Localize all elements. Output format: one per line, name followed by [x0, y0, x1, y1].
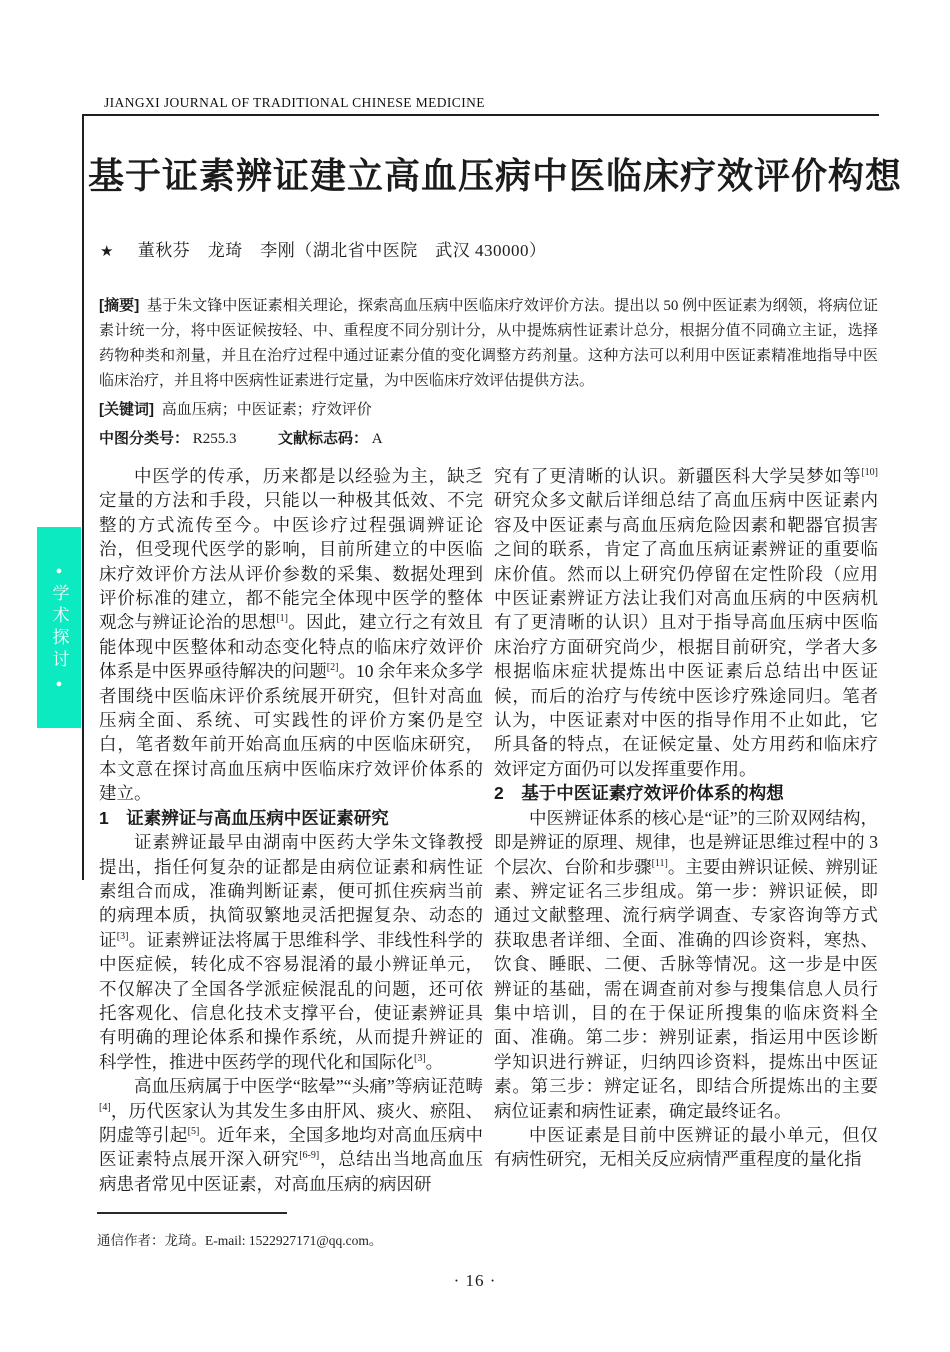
- reference-marker: [6-9]: [299, 1150, 320, 1162]
- page-number: · 16 ·: [453, 1271, 497, 1290]
- body-columns: [99, 464, 878, 1196]
- document-code-label: 文献标志码：: [278, 430, 369, 447]
- reference-marker: [3]: [116, 930, 129, 942]
- article-title: 基于证素辨证建立高血压病中医临床疗效评价构想: [88, 156, 903, 196]
- document-code-value: A: [371, 431, 383, 447]
- sidebar-dot-top-icon: ●: [55, 564, 63, 577]
- body-paragraph: 中医学的传承，历来都是以经验为主，缺乏定量的方法和手段，只能以一种极其低效、不完整的方式流传至今。中医诊疗过程强调辨证论治，但受现代医学的影响，目前所建立的中医临床疗效评价方法从评价参数的采集、数据处理到评价标准的建立，都不能完全体现中医学的整体观念与辨证论治的思想[1]。因此，建立行之有效且能体现中医整体和动态变化特点的临床疗效评价体系是中医界亟待解决的问题[2]。10 余年来众多学者围绕中医临床评价系统展开研究，但针对高血压病全面、系统、可实践性的评价方案仍是空白，笔者数年前开始高血压病的中医临床研究，本文意在探讨高血压病中医临床疗效评价体系的建立。: [99, 466, 484, 804]
- reference-marker: [1]: [276, 613, 288, 625]
- top-rule-divider: [82, 114, 879, 116]
- body-paragraph: 中医辨证体系的核心是“证”的三阶双网结构，即是辨证的原理、规律，也是辨证思维过程中的 3 个层次、台阶和步骤[11]。主要由辨识证候、辨别证素、辨定证名三步组成。第一步：辨识证候，即通过文献整理、流行病学调查、专家咨询等方式获取患者详细、全面、准确的四诊资料，寒热、饮食、睡眠、二便、舌脉等情况。这一步是中医辨证的基础，需在调查前对参与搜集信息人员行集中培训，目的在于保证所搜集的临床资料全面、准确。第二步：辨别证素，指运用中医诊断学知识进行辨证，归纳四诊资料，提炼出中医证素。第三步：辨定证名，即结合所提炼出的主要病位证素和病性证素，确定最终证名。: [494, 807, 879, 1121]
- reference-marker: [11]: [651, 857, 668, 869]
- footnote-rule-divider: [97, 1212, 287, 1214]
- author-names: 董秋芬 龙琦 李刚（湖北省中医院 武汉 430000）: [137, 241, 547, 260]
- column-right: [494, 464, 878, 1196]
- reference-marker: [3]: [414, 1052, 426, 1064]
- sidebar-dot-bottom-icon: ●: [55, 677, 63, 690]
- section-heading: 1 证素辨证与高血压病中医证素研究: [99, 807, 389, 828]
- keywords-line: [99, 397, 878, 423]
- clc-label: 中图分类号：: [99, 430, 190, 447]
- journal-name: JIANGXI JOURNAL OF TRADITIONAL CHINESE MEDICINE: [104, 95, 485, 110]
- body-paragraph: 高血压病属于中医学“眩晕”“头痛”等病证范畴[4]，历代医家认为其发生多由肝风、痰火、瘀阻、阴虚等引起[5]。近年来，全国多地均对高血压病中医证素特点展开深入研究[6-9]，总结出当地高血压病患者常见中医证素，对高血压病的病因研: [99, 1076, 484, 1194]
- reference-marker: [4]: [99, 1101, 111, 1113]
- abstract-paragraph: [99, 293, 878, 394]
- star-icon: ★: [100, 244, 114, 260]
- authors-line: [100, 236, 546, 261]
- abstract-text: 基于朱文锋中医证素相关理论，探索高血压病中医临床疗效评价方法。提出以 50 例中医证素为纲领，将病位证素计统一分，将中医证候按轻、中、重程度不同分别计分，从中提炼病性证素计总分，根据分值不同确立主证，选择药物种类和剂量，并且在治疗过程中通过证素分值的变化调整方药剂量。这种方法可以利用中医证素精准地指导中医临床治疗，并且将中医病性证素进行定量，为中医临床疗效评估提供方法。: [99, 298, 878, 389]
- reference-marker: [10]: [861, 467, 878, 479]
- article-meta-block: [99, 293, 878, 452]
- body-paragraph: 证素辨证最早由湖南中医药大学朱文锋教授提出，指任何复杂的证都是由病位证素和病性证素组合而成，准确判断证素，便可抓住疾病当前的病理本质，执简驭繁地灵活把握复杂、动态的证[3]。证素辨证法将属于思维科学、非线性科学的中医症候，转化成不容易混淆的最小辨证单元，不仅解决了全国各学派症候混乱的问题，还可依托客观化、信息化技术支撑平台，使证素辨证具有明确的理论体系和操作系统，从而提升辨证的科学性，推进中医药学的现代化和国际化[3]。: [99, 832, 484, 1072]
- sidebar-tab: [37, 527, 81, 728]
- correspondence-note: 通信作者：龙琦。E-mail: 1522927171@qq.com。: [97, 1233, 383, 1248]
- clc-value: R255.3: [192, 431, 237, 447]
- column-left: [99, 464, 483, 1196]
- abstract-label: [摘要]: [99, 297, 140, 314]
- reference-marker: [5]: [187, 1126, 200, 1138]
- sidebar-section-label: 学术探讨: [49, 583, 69, 672]
- section-heading: 2 基于中医证素疗效评价体系的构想: [494, 783, 784, 804]
- body-paragraph: 中医证素是目前中医辨证的最小单元，但仅有病性研究，无相关反应病情严重程度的量化指: [494, 1124, 878, 1170]
- classification-line: [99, 426, 878, 452]
- left-rule-divider: [82, 114, 84, 880]
- keywords-text: 高血压病；中医证素；疗效评价: [161, 402, 372, 418]
- keywords-label: [关键词]: [99, 401, 154, 418]
- reference-marker: [2]: [326, 662, 339, 674]
- body-paragraph: 究有了更清晰的认识。新疆医科大学吴梦如等[10]研究众多文献后详细总结了高血压病中医证素内容及中医证素与高血压病危险因素和靶器官损害之间的联系，肯定了高血压病证素辨证的重要临床价值。然而以上研究仍停留在定性阶段（应用中医证素辨证方法让我们对高血压病的中医病机有了更清晰的认识）且对于指导高血压病中医临床治疗方面研究尚少，根据目前研究，学者大多根据临床症状提炼出中医证素后总结出中医证候，而后的治疗与传统中医诊疗殊途同归。笔者认为，中医证素对中医的指导作用不止如此，它所具备的特点，在证候定量、处方用药和临床疗效评定方面仍可以发挥重要作用。: [494, 466, 878, 779]
